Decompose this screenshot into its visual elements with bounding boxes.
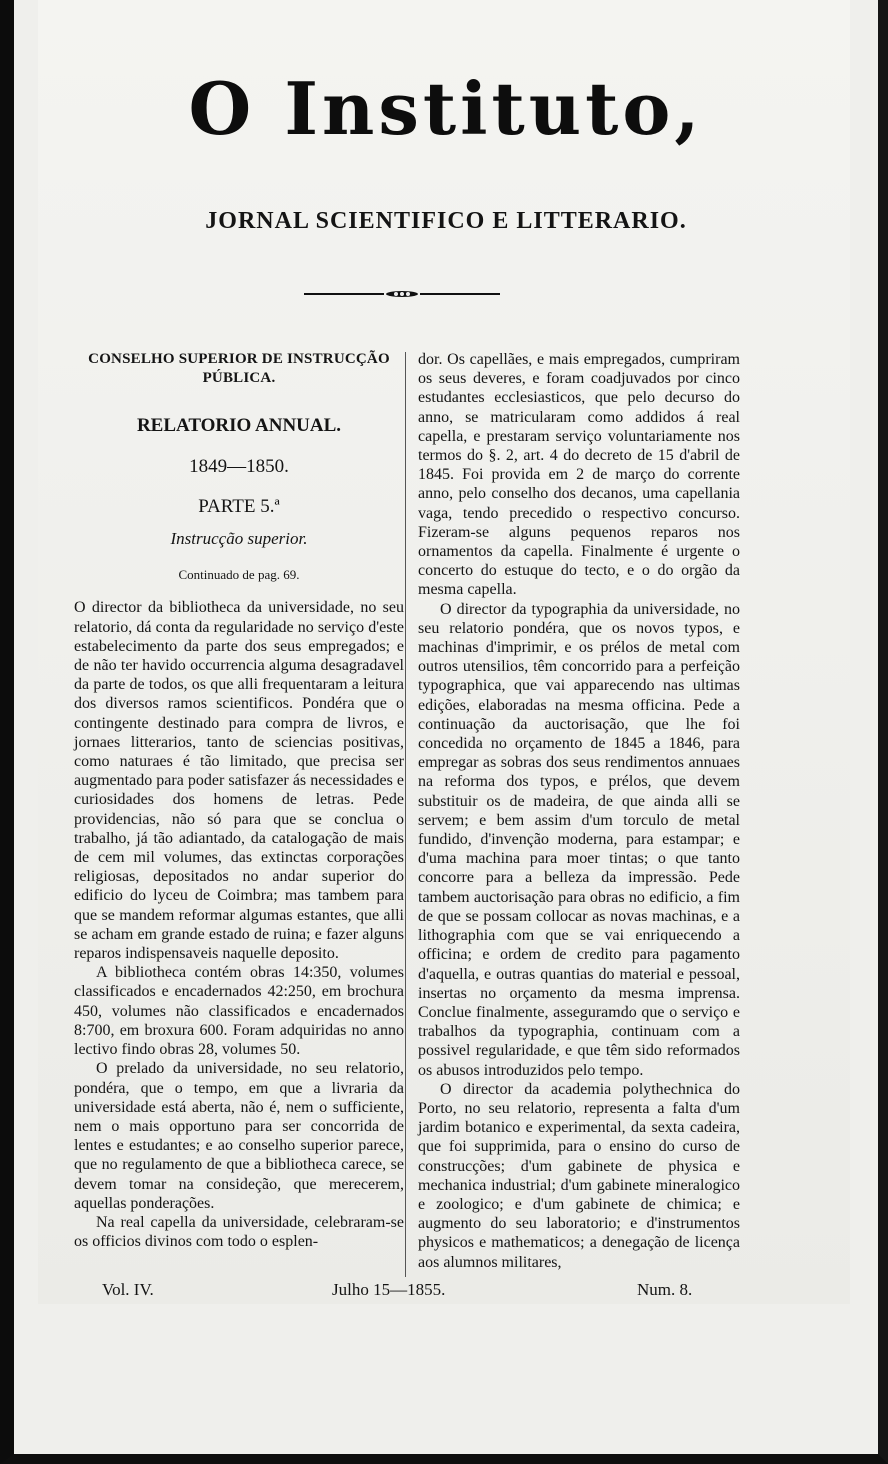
volume-label: Vol. IV. — [102, 1280, 154, 1299]
part-label: PARTE 5.ª — [198, 495, 280, 517]
right-column — [418, 350, 740, 1272]
report-title: RELATORIO ANNUAL. — [136, 415, 342, 437]
paragraph: dor. Os capellães, e mais empregados, cumpriram os seus deveres, e foram coadjuvados por cinco estudantes ecclesiasticos, que pelo decurso do anno, se matricularam como addidos á real capella, e prestaram serviço voluntariamente nos termos do §. 2, art. 4 do decreto de 15 d'abril de 1845. Foi provida em 2 de março do corrente anno, pelo conselho dos decanos, uma capellania vaga, tendo precedido o respectivo concurso. Fizeram-se alguns pequenos reparos nos ornamentos da capella. Finalmente é urgente o concerto do estuque do tecto, e o do orgão da mesma capella. — [418, 351, 740, 599]
column-divider — [405, 352, 406, 1277]
continued-note: Continuado de pag. 69. — [178, 567, 300, 583]
ornament-rule — [304, 289, 500, 299]
issue-number: Num. 8. — [637, 1280, 693, 1299]
report-years: 1849—1850. — [189, 455, 289, 477]
paragraph: O director da bibliotheca da universidade, no seu relatorio, dá conta da regularidade no serviço d'este estabelecimento da parte dos seus empregados; e de não ter havido occurrencia alguma desagradavel da parte de todos, os que alli frequentaram a leitura dos diversos ramos scientificos. Pondéra que o contingente destinado para compra de livros, e jornaes litterarios, tanto de sciencias positivas, como naturaes é tão limitado, que precisa ser augmentado para poder satisfazer ás necessidades e curiosidades dos homens de letras. Pede providencias, não só para que se conclua o trabalho, já tão adiantado, da catalogação de mais de cem mil volumes, das extinctas corporações religiosas, depositados no andar superior do edificio do lyceu de Coimbra; mas tambem para que se mandem reformar algumas estantes, que alli se acham em grande estado de ruina; e fazer alguns reparos indispensaveis naquelle deposito. — [74, 599, 404, 963]
paragraph: O prelado da universidade, no seu relatorio, pondéra, que o tempo, em que a livraria da universidade está aberta, não é, nem o sufficiente, nem o mais opportuno para ser concorrida de lentes e estudantes; e ao conselho superior parece, que no regulamento de que a bibliotheca carece, se devem tomar na consideção, que merecerem, aquellas ponderações. — [74, 1060, 404, 1212]
council-heading: CONSELHO SUPERIOR DE INSTRUCÇÃO PÚBLICA. — [88, 351, 390, 387]
paragraph: Na real capella da universidade, celebraram-se os officios divinos com todo o esplen- — [74, 1213, 404, 1251]
page-footer — [14, 1280, 888, 1304]
masthead-title: O Instituto, — [188, 66, 704, 151]
left-column — [74, 350, 404, 1251]
section-title: Instrucção superior. — [170, 529, 308, 549]
paragraph: A bibliotheca contém obras 14:350, volumes classificados e encadernados 42:250, em brochura 450, volumes não classificados e encadernados 8:700, em broxura 600. Foram adquiridas no anno lectivo findo obras 28, volumes 50. — [74, 964, 404, 1059]
issue-date: Julho 15—1855. — [332, 1280, 446, 1299]
paragraph: O director da academia polythechnica do Porto, no seu relatorio, representa a falta d'um jardim botanico e experimental, da sexta cadeira, que foi supprimida, para o ensino do curso de construcções; d'um gabinete de physica e mechanica industrial; d'um gabinete mineralogico e zoologico; e d'um gabinete de chimica; e augmento do seu laboratorio; e d'instrumentos physicos e mathematicos; a denegação de licença aos alumnos militares, — [418, 1080, 740, 1271]
masthead-subtitle: JORNAL SCIENTIFICO E LITTERARIO. — [205, 208, 687, 234]
paragraph: O director da typographia da universidade, no seu relatorio pondéra, que os novos typos, e machinas d'imprimir, e os prélos de metal com outros utensilios, têm concorrido para a perfeição typographica, que vai apparecendo nas ultimas edições, elaboradas na mesma officina. Pede a continuação da auctorisação, que lhe foi concedida no orçamento de 1845 a 1846, para empregar as sobras dos seus rendimentos annuaes na reforma dos typos, e prélos, que devem substituir os de madeira, de que ainda alli se servem; e bem assim d'um torculo de metal fundido, d'invenção moderna, para estampar; e d'uma machina para moer tintas; o que tanto concorre para a belleza da impressão. Pede tambem auctorisação para obras no edificio, a fim de que se possam collocar as novas machinas, e a lithographia com que se vai enriquecendo a officina; e ordem de credito para pagamento d'aquella, e outras quantias do material e pessoal, insertas no orçamento da mesma imprensa. Conclue finalmente, asseguramdo que o serviço e trabalhos da typographia, continuam com a possivel regularidade, e que têm sido reformados os abusos introduzidos pelo tempo. — [418, 600, 740, 1079]
